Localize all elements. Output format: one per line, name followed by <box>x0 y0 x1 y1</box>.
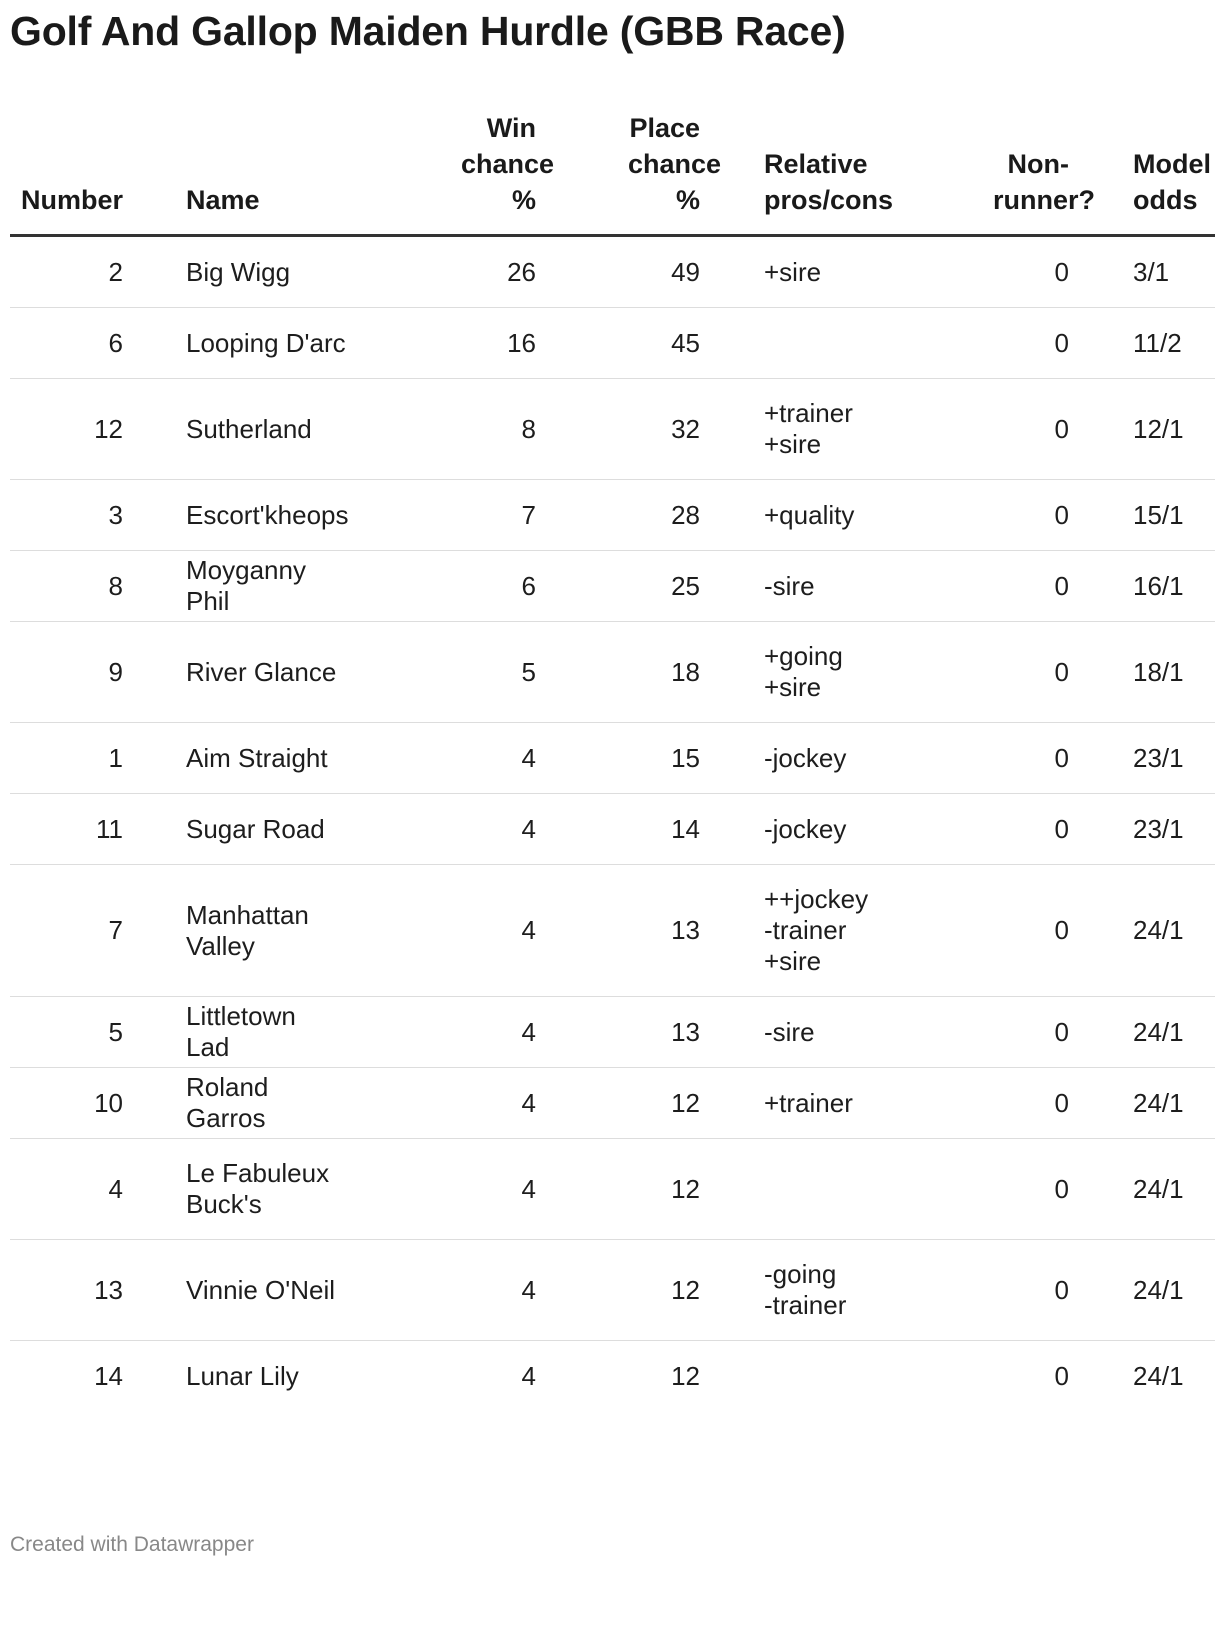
cell-model-odds: 24/1 <box>1133 1360 1184 1391</box>
cell-spacer <box>123 1341 186 1412</box>
cell-pros-cons <box>764 723 909 794</box>
cell-spacer <box>1069 236 1133 308</box>
cell-spacer <box>123 480 186 551</box>
cell-model-odds: 24/1 <box>1133 997 1215 1068</box>
race-table <box>10 110 1215 1411</box>
cell-spacer <box>700 794 764 865</box>
cell-spacer <box>1069 723 1133 794</box>
cell-pros-cons <box>764 551 909 622</box>
cell-non-runner: 0 <box>909 865 1069 997</box>
table-row <box>10 997 1215 1068</box>
header-number: Number <box>10 110 123 236</box>
cell-model-odds: 16/1 <box>1133 551 1215 622</box>
pros-cons-item: -jockey <box>764 813 847 844</box>
pros-cons-item: +trainer <box>764 398 853 428</box>
cell-name: Vinnie O'Neil <box>186 1240 356 1341</box>
cell-spacer <box>123 236 186 308</box>
pros-cons-item: -trainer <box>764 915 847 945</box>
cell-model-odds: 23/1 <box>1133 723 1215 794</box>
cell-name: Roland Garros <box>186 1068 356 1139</box>
cell-name: Manhattan Valley <box>186 865 356 997</box>
cell-number: 4 <box>10 1139 123 1240</box>
cell-spacer <box>123 997 186 1068</box>
header-pros-cons: Relative pros/cons <box>764 110 909 236</box>
table-row <box>10 1068 1215 1139</box>
table-row <box>10 794 1215 865</box>
cell-place-chance: 28 <box>536 480 700 551</box>
cell-pros-cons <box>764 1240 909 1341</box>
pros-cons-item: -going <box>764 1259 837 1289</box>
cell-pros-cons <box>764 308 909 379</box>
cell-spacer <box>1069 480 1133 551</box>
cell-model-odds: 15/1 <box>1133 480 1215 551</box>
cell-number: 5 <box>10 997 123 1068</box>
cell-place-chance: 12 <box>536 1139 700 1240</box>
pros-cons-item: +sire <box>764 672 822 702</box>
pros-cons-item: +trainer <box>764 1087 853 1118</box>
cell-place-chance: 13 <box>536 865 700 997</box>
cell-number: 13 <box>10 1240 123 1341</box>
cell-name: Looping D'arc <box>186 308 356 379</box>
cell-place-chance: 18 <box>536 622 700 723</box>
cell-win-chance: 4 <box>356 794 536 865</box>
cell-pros-cons <box>764 379 909 480</box>
cell-spacer <box>700 308 764 379</box>
cell-model-odds: 3/1 <box>1133 236 1215 308</box>
cell-spacer <box>1069 551 1133 622</box>
header-name: Name <box>186 110 356 236</box>
cell-spacer <box>700 1068 764 1139</box>
cell-number: 7 <box>10 865 123 997</box>
table-row <box>10 551 1215 622</box>
pros-cons-item: -sire <box>764 570 815 601</box>
cell-name: Sutherland <box>186 379 356 480</box>
cell-spacer <box>123 1068 186 1139</box>
cell-number: 14 <box>94 1360 123 1391</box>
cell-non-runner: 0 <box>1054 1360 1069 1391</box>
cell-pros-cons <box>764 622 909 723</box>
cell-spacer <box>700 551 764 622</box>
header-non-runner: Non-runner? <box>909 110 1069 236</box>
cell-win-chance: 8 <box>356 379 536 480</box>
pros-cons-item: -jockey <box>764 742 847 773</box>
cell-name: Lunar Lily <box>186 1360 299 1391</box>
cell-win-chance: 16 <box>356 308 536 379</box>
pros-cons-item: +sire <box>764 946 822 976</box>
cell-spacer <box>700 622 764 723</box>
table-row <box>10 236 1215 308</box>
cell-number: 9 <box>10 622 123 723</box>
cell-place-chance: 14 <box>536 794 700 865</box>
cell-spacer <box>123 723 186 794</box>
cell-spacer <box>700 480 764 551</box>
cell-place-chance: 12 <box>536 1068 700 1139</box>
cell-non-runner: 0 <box>909 379 1069 480</box>
cell-pros-cons <box>764 480 909 551</box>
cell-number: 2 <box>10 236 123 308</box>
cell-model-odds: 12/1 <box>1133 379 1215 480</box>
cell-spacer <box>700 1139 764 1240</box>
table-row <box>10 865 1215 997</box>
cell-place-chance: 12 <box>536 1240 700 1341</box>
cell-win-chance: 4 <box>356 997 536 1068</box>
pros-cons-item: -sire <box>764 1016 815 1047</box>
cell-non-runner: 0 <box>909 997 1069 1068</box>
cell-spacer <box>1069 1068 1133 1139</box>
cell-number: 12 <box>10 379 123 480</box>
cell-number: 11 <box>10 794 123 865</box>
cell-spacer <box>123 1240 186 1341</box>
cell-number: 8 <box>10 551 123 622</box>
pros-cons-item: +sire <box>764 429 822 459</box>
cell-spacer <box>123 1139 186 1240</box>
cell-model-odds: 24/1 <box>1133 1240 1215 1341</box>
cell-win-chance: 4 <box>356 1139 536 1240</box>
cell-spacer <box>700 236 764 308</box>
table-row <box>10 1341 1215 1412</box>
cell-place-chance: 32 <box>536 379 700 480</box>
cell-spacer <box>1069 1240 1133 1341</box>
cell-pros-cons <box>764 1139 909 1240</box>
cell-place-chance: 12 <box>671 1360 700 1391</box>
cell-place-chance: 45 <box>536 308 700 379</box>
cell-win-chance: 7 <box>356 480 536 551</box>
pros-cons-item: +quality <box>764 499 855 530</box>
pros-cons-item: ++jockey <box>764 884 869 914</box>
cell-model-odds: 24/1 <box>1133 1139 1215 1240</box>
header-model-odds: Model odds <box>1133 110 1215 236</box>
header-win-chance: Win chance % <box>356 110 536 236</box>
table-row <box>10 1240 1215 1341</box>
cell-win-chance: 4 <box>356 865 536 997</box>
cell-win-chance: 5 <box>356 622 536 723</box>
cell-spacer <box>123 379 186 480</box>
cell-spacer <box>123 551 186 622</box>
cell-spacer <box>1069 1341 1133 1412</box>
cell-model-odds: 23/1 <box>1133 794 1215 865</box>
cell-win-chance: 4 <box>356 1068 536 1139</box>
header-spacer <box>123 110 186 236</box>
cell-win-chance: 4 <box>521 1360 536 1391</box>
cell-win-chance: 4 <box>356 723 536 794</box>
cell-spacer <box>123 794 186 865</box>
cell-win-chance: 26 <box>356 236 536 308</box>
cell-non-runner: 0 <box>909 622 1069 723</box>
chart-title: Golf And Gallop Maiden Hurdle (GBB Race) <box>10 8 846 54</box>
cell-name: Aim Straight <box>186 723 356 794</box>
cell-number: 3 <box>10 480 123 551</box>
cell-model-odds: 24/1 <box>1133 1068 1215 1139</box>
cell-win-chance: 4 <box>356 1240 536 1341</box>
cell-number: 6 <box>10 308 123 379</box>
cell-name: River Glance <box>186 622 356 723</box>
cell-non-runner: 0 <box>909 480 1069 551</box>
cell-spacer <box>700 865 764 997</box>
cell-place-chance: 13 <box>536 997 700 1068</box>
cell-spacer <box>1069 794 1133 865</box>
cell-model-odds: 24/1 <box>1133 865 1215 997</box>
cell-spacer <box>123 622 186 723</box>
cell-spacer <box>1069 308 1133 379</box>
cell-non-runner: 0 <box>909 1139 1069 1240</box>
header-place-chance: Place chance % <box>536 110 700 236</box>
cell-place-chance: 25 <box>536 551 700 622</box>
table-row <box>10 480 1215 551</box>
cell-spacer <box>700 1240 764 1341</box>
cell-spacer <box>1069 865 1133 997</box>
cell-place-chance: 15 <box>536 723 700 794</box>
cell-pros-cons <box>764 1341 909 1412</box>
cell-model-odds: 18/1 <box>1133 622 1215 723</box>
table-row <box>10 723 1215 794</box>
cell-name: Escort'kheops <box>186 480 356 551</box>
pros-cons-item: +going <box>764 641 843 671</box>
cell-non-runner: 0 <box>909 551 1069 622</box>
table-row <box>10 622 1215 723</box>
pros-cons-item: +sire <box>764 256 822 287</box>
cell-name: Le Fabuleux Buck's <box>186 1139 356 1240</box>
cell-name: Littletown Lad <box>186 997 356 1068</box>
cell-spacer <box>123 308 186 379</box>
cell-pros-cons <box>764 1068 909 1139</box>
cell-spacer <box>700 997 764 1068</box>
cell-number: 1 <box>10 723 123 794</box>
header-row <box>10 110 1215 236</box>
table-row <box>10 379 1215 480</box>
cell-name: Moyganny Phil <box>186 551 356 622</box>
cell-spacer <box>1069 997 1133 1068</box>
pros-cons-item: -trainer <box>764 1290 847 1320</box>
cell-pros-cons <box>764 997 909 1068</box>
cell-spacer <box>1069 379 1133 480</box>
cell-pros-cons <box>764 865 909 997</box>
cell-spacer <box>700 379 764 480</box>
cell-name: Big Wigg <box>186 236 356 308</box>
cell-name: Sugar Road <box>186 794 356 865</box>
cell-non-runner: 0 <box>909 794 1069 865</box>
cell-non-runner: 0 <box>909 236 1069 308</box>
cell-non-runner: 0 <box>909 723 1069 794</box>
cell-spacer <box>1069 622 1133 723</box>
cell-spacer <box>123 865 186 997</box>
table-row <box>10 308 1215 379</box>
cell-pros-cons <box>764 794 909 865</box>
footer-credit: Created with Datawrapper <box>10 1533 254 1556</box>
cell-win-chance: 6 <box>356 551 536 622</box>
table-body <box>10 236 1215 1412</box>
cell-place-chance: 49 <box>536 236 700 308</box>
table-row <box>10 1139 1215 1240</box>
cell-spacer <box>1069 1139 1133 1240</box>
cell-number: 10 <box>10 1068 123 1139</box>
cell-non-runner: 0 <box>909 1240 1069 1341</box>
cell-model-odds: 11/2 <box>1133 308 1215 379</box>
cell-spacer <box>700 1341 764 1412</box>
cell-spacer <box>700 723 764 794</box>
cell-pros-cons <box>764 236 909 308</box>
cell-non-runner: 0 <box>909 308 1069 379</box>
cell-non-runner: 0 <box>909 1068 1069 1139</box>
